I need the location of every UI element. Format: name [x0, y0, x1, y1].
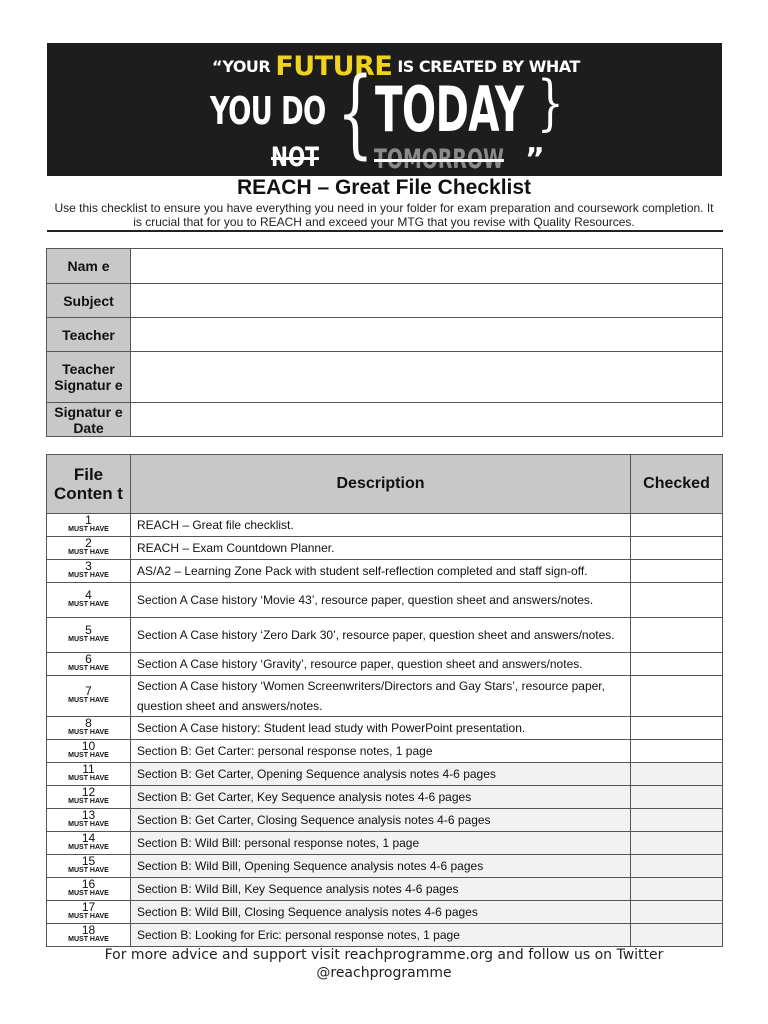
signature-date-field[interactable] — [131, 403, 723, 437]
must-have-tag: MUST HAVE — [68, 665, 109, 672]
row-number-cell — [47, 618, 131, 653]
table-row — [47, 537, 723, 560]
table-row — [47, 763, 723, 786]
row-description: Section A Case history ‘Zero Dark 30’, resource paper, question sheet and answers/notes. — [131, 618, 631, 653]
subject-field[interactable] — [131, 284, 723, 318]
row-number-cell — [47, 832, 131, 855]
must-have-tag: MUST HAVE — [68, 572, 109, 579]
row-description: AS/A2 – Learning Zone Pack with student self-reflection completed and staff sign-off. — [131, 560, 631, 583]
row-number: 3 — [85, 559, 92, 573]
table-row — [47, 740, 723, 763]
info-label-name: Nam e — [47, 249, 131, 284]
row-number: 6 — [85, 652, 92, 666]
row-number-cell — [47, 537, 131, 560]
banner-close-quote: ” — [525, 142, 545, 176]
banner-line1-post: IS CREATED BY WHAT — [392, 57, 580, 76]
table-row — [47, 855, 723, 878]
checked-cell[interactable] — [631, 878, 723, 901]
footer — [0, 946, 768, 982]
row-number: 17 — [81, 900, 96, 914]
checklist-header-row — [47, 455, 723, 514]
table-row — [47, 809, 723, 832]
row-number: 18 — [81, 923, 96, 937]
row-number: 16 — [81, 877, 96, 891]
divider — [47, 230, 723, 232]
banner-you-do: YOU DO — [210, 89, 326, 133]
must-have-tag: MUST HAVE — [68, 798, 109, 805]
must-have-tag: MUST HAVE — [68, 549, 109, 556]
row-number: 10 — [81, 739, 96, 753]
row-number: 14 — [81, 831, 96, 845]
must-have-tag: MUST HAVE — [68, 729, 109, 736]
checked-cell[interactable] — [631, 786, 723, 809]
row-description: Section B: Get Carter, Key Sequence analysis notes 4-6 pages — [131, 786, 631, 809]
motivational-banner — [47, 43, 722, 176]
row-number-cell — [47, 855, 131, 878]
row-description: Section B: Looking for Eric: personal response notes, 1 page — [131, 924, 631, 947]
checked-cell[interactable] — [631, 924, 723, 947]
checked-cell[interactable] — [631, 653, 723, 676]
checked-cell[interactable] — [631, 537, 723, 560]
teacher-signature-field[interactable] — [131, 352, 723, 403]
must-have-tag: MUST HAVE — [68, 752, 109, 759]
checked-cell[interactable] — [631, 855, 723, 878]
must-have-tag: MUST HAVE — [68, 890, 109, 897]
must-have-tag: MUST HAVE — [68, 775, 109, 782]
row-description: Section B: Get Carter: personal response notes, 1 page — [131, 740, 631, 763]
info-label-subject: Subject — [47, 284, 131, 318]
row-description: Section B: Get Carter, Opening Sequence analysis notes 4-6 pages — [131, 763, 631, 786]
checked-cell[interactable] — [631, 676, 723, 717]
row-description: Section A Case history ‘Women Screenwriters/Directors and Gay Stars’, resource paper, question sheet and answers/notes. — [131, 676, 631, 717]
footer-advice-text: For more advice and support visit reachprogramme.org and follow us on Twitter — [104, 947, 664, 963]
row-number: 2 — [85, 536, 92, 550]
banner-highlight-future: FUTURE — [275, 51, 393, 82]
info-row-teacher — [47, 318, 723, 352]
row-number-cell — [47, 560, 131, 583]
header-description: Description — [131, 455, 631, 514]
must-have-tag: MUST HAVE — [68, 844, 109, 851]
row-number: 4 — [85, 588, 92, 602]
checked-cell[interactable] — [631, 809, 723, 832]
checked-cell[interactable] — [631, 740, 723, 763]
header-file-content: File Conten t — [47, 455, 131, 514]
row-number-cell — [47, 676, 131, 717]
banner-brace-right: } — [537, 68, 564, 138]
row-number: 1 — [85, 513, 92, 527]
checked-cell[interactable] — [631, 514, 723, 537]
row-number-cell — [47, 786, 131, 809]
banner-brace-left: { — [337, 57, 374, 169]
row-description: Section B: Wild Bill, Closing Sequence analysis notes 4-6 pages — [131, 901, 631, 924]
row-number-cell — [47, 878, 131, 901]
must-have-tag: MUST HAVE — [68, 636, 109, 643]
must-have-tag: MUST HAVE — [68, 867, 109, 874]
info-row-signature-date — [47, 403, 723, 437]
must-have-tag: MUST HAVE — [68, 913, 109, 920]
row-number: 7 — [85, 684, 92, 698]
row-description: Section B: Wild Bill, Key Sequence analysis notes 4-6 pages — [131, 878, 631, 901]
row-number: 5 — [85, 623, 92, 637]
student-info-table — [46, 248, 723, 437]
banner-line1-pre: “YOUR — [212, 57, 276, 76]
table-row — [47, 717, 723, 740]
table-row — [47, 832, 723, 855]
must-have-tag: MUST HAVE — [68, 821, 109, 828]
banner-tomorrow: TOMORROW — [374, 144, 504, 175]
table-row — [47, 583, 723, 618]
row-number-cell — [47, 763, 131, 786]
row-number: 8 — [85, 716, 92, 730]
checked-cell[interactable] — [631, 832, 723, 855]
table-row — [47, 514, 723, 537]
row-number-cell — [47, 901, 131, 924]
checked-cell[interactable] — [631, 560, 723, 583]
row-number-cell — [47, 809, 131, 832]
row-number: 12 — [81, 785, 96, 799]
teacher-field[interactable] — [131, 318, 723, 352]
row-number-cell — [47, 514, 131, 537]
must-have-tag: MUST HAVE — [68, 697, 109, 704]
table-row — [47, 878, 723, 901]
table-row — [47, 676, 723, 717]
header-checked: Checked — [631, 455, 723, 514]
row-description: Section A Case history ‘Movie 43’, resource paper, question sheet and answers/notes. — [131, 583, 631, 618]
table-row — [47, 560, 723, 583]
row-number-cell — [47, 717, 131, 740]
row-description: Section A Case history ‘Gravity’, resource paper, question sheet and answers/notes. — [131, 653, 631, 676]
row-number-cell — [47, 653, 131, 676]
must-have-tag: MUST HAVE — [68, 601, 109, 608]
must-have-tag: MUST HAVE — [68, 526, 109, 533]
table-row — [47, 618, 723, 653]
name-field[interactable] — [131, 249, 723, 284]
banner-today: TODAY — [375, 73, 524, 146]
checked-cell[interactable] — [631, 618, 723, 653]
info-row-name — [47, 249, 723, 284]
info-row-subject — [47, 284, 723, 318]
checked-cell[interactable] — [631, 763, 723, 786]
must-have-tag: MUST HAVE — [68, 936, 109, 943]
row-description: REACH – Exam Countdown Planner. — [131, 537, 631, 560]
row-description: Section B: Get Carter, Closing Sequence analysis notes 4-6 pages — [131, 809, 631, 832]
file-checklist-table — [46, 454, 723, 947]
table-row — [47, 653, 723, 676]
banner-not: NOT — [271, 142, 319, 173]
checked-cell[interactable] — [631, 583, 723, 618]
row-number-cell — [47, 583, 131, 618]
row-description: Section B: Wild Bill: personal response notes, 1 page — [131, 832, 631, 855]
info-label-teacher-signature: Teacher Signatur e — [47, 352, 131, 403]
footer-twitter-handle[interactable]: @reachprogramme — [316, 965, 452, 981]
table-row — [47, 786, 723, 809]
row-description: Section A Case history: Student lead study with PowerPoint presentation. — [131, 717, 631, 740]
row-description: REACH – Great file checklist. — [131, 514, 631, 537]
info-label-signature-date: Signatur e Date — [47, 403, 131, 437]
info-row-teacher-signature — [47, 352, 723, 403]
checked-cell[interactable] — [631, 717, 723, 740]
row-number: 11 — [82, 762, 95, 776]
page-title: REACH – Great File Checklist — [236, 176, 532, 199]
row-number: 15 — [81, 854, 96, 868]
intro-text: Use this checklist to ensure you have everything you need in your folder for exam preparation and coursework completion. It is crucial that for you to REACH and exceed your MTG that you revise with Quality Resources. — [54, 201, 714, 229]
row-number: 13 — [81, 808, 96, 822]
row-description: Section B: Wild Bill, Opening Sequence analysis notes 4-6 pages — [131, 855, 631, 878]
row-number-cell — [47, 740, 131, 763]
table-row — [47, 924, 723, 947]
table-row — [47, 901, 723, 924]
info-label-teacher: Teacher — [47, 318, 131, 352]
row-number-cell — [47, 924, 131, 947]
checked-cell[interactable] — [631, 901, 723, 924]
checklist-body — [47, 514, 723, 947]
